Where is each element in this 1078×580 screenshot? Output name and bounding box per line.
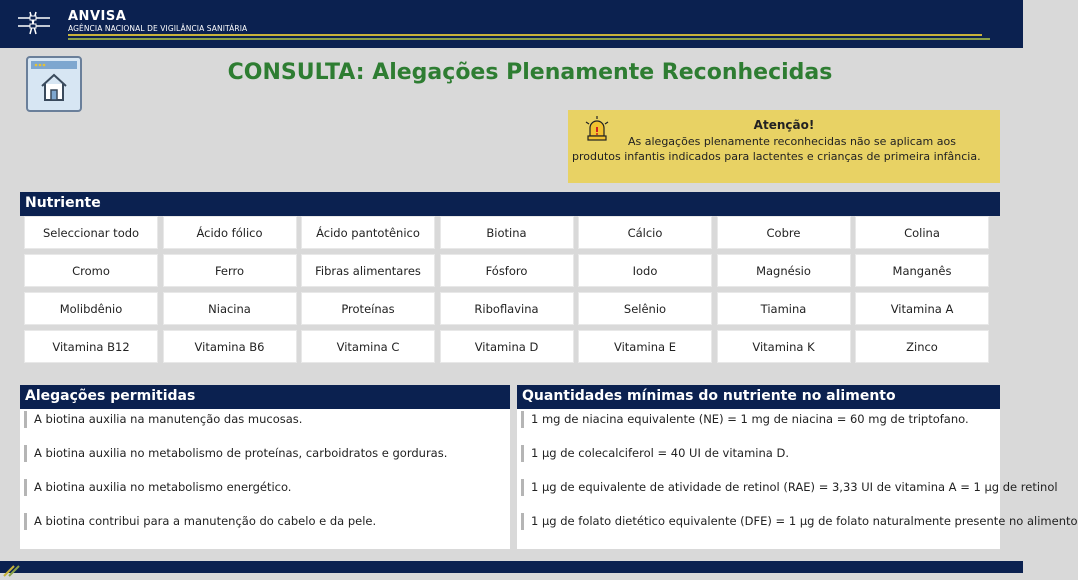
nutrient-option[interactable]: Biotina — [440, 216, 574, 249]
nutrient-option[interactable]: Fibras alimentares — [301, 254, 435, 287]
list-item[interactable] — [517, 511, 1078, 533]
bottom-bar — [0, 561, 1023, 573]
row-marker — [24, 445, 27, 462]
list-item-text: 1 mg de niacina equivalente (NE) = 1 mg de niacina = 60 mg de triptofano. — [531, 412, 969, 426]
nutrient-option[interactable]: Ácido pantotênico — [301, 216, 435, 249]
nutrient-option[interactable]: Molibdênio — [24, 292, 158, 325]
nutrient-option[interactable]: Riboflavina — [440, 292, 574, 325]
row-marker — [24, 513, 27, 530]
page-title: CONSULTA: Alegações Plenamente Reconhecidas — [227, 60, 833, 85]
nutrient-option[interactable]: Iodo — [578, 254, 712, 287]
row-marker — [521, 479, 524, 496]
org-name: ANVISA — [68, 9, 127, 24]
nutrient-option[interactable]: Vitamina K — [717, 330, 851, 363]
nutrient-option[interactable]: Cobre — [717, 216, 851, 249]
nutrient-option[interactable]: Vitamina C — [301, 330, 435, 363]
row-marker — [521, 445, 524, 462]
org-full-name: AGÊNCIA NACIONAL DE VIGILÂNCIA SANITÁRIA — [68, 24, 248, 33]
header-accent-line-2 — [68, 38, 990, 40]
nutrient-option[interactable]: Ácido fólico — [163, 216, 297, 249]
nutrient-option[interactable]: Vitamina D — [440, 330, 574, 363]
nutrient-slicer — [24, 216, 992, 364]
nutrient-option[interactable]: Vitamina E — [578, 330, 712, 363]
quantities-header: Quantidades mínimas do nutriente no alimento — [517, 385, 1000, 409]
row-marker — [521, 513, 524, 530]
list-item[interactable] — [517, 477, 1058, 499]
top-bar — [0, 0, 1023, 48]
nutrient-option[interactable]: Tiamina — [717, 292, 851, 325]
attention-title: Atenção! — [753, 118, 815, 132]
nutrient-option[interactable]: Seleccionar todo — [24, 216, 158, 249]
list-item-text: A biotina auxilia no metabolismo energético. — [34, 480, 292, 494]
nutrient-option[interactable]: Vitamina B12 — [24, 330, 158, 363]
nutrient-header: Nutriente — [20, 192, 1000, 216]
nutrient-option[interactable]: Cálcio — [578, 216, 712, 249]
anvisa-logo-icon — [16, 10, 52, 36]
corner-stripes-icon — [0, 564, 24, 576]
nutrient-option[interactable]: Cromo — [24, 254, 158, 287]
header-accent-line — [68, 34, 982, 36]
row-marker — [521, 411, 524, 428]
list-item-text: 1 µg de equivalente de atividade de retinol (RAE) = 3,33 UI de vitamina A = 1 µg de retinol — [531, 480, 1058, 494]
nutrient-option[interactable]: Zinco — [855, 330, 989, 363]
nutrient-option[interactable]: Colina — [855, 216, 989, 249]
list-item-text: A biotina auxilia no metabolismo de proteínas, carboidratos e gorduras. — [34, 446, 448, 460]
claims-list[interactable] — [20, 409, 510, 549]
nutrient-option[interactable]: Magnésio — [717, 254, 851, 287]
list-item-text: 1 µg de colecalciferol = 40 UI de vitamina D. — [531, 446, 790, 460]
claims-header: Alegações permitidas — [20, 385, 510, 409]
attention-box — [568, 110, 1000, 183]
list-item[interactable] — [517, 443, 1000, 465]
quantities-list[interactable] — [517, 409, 1078, 549]
list-item-text: A biotina contribui para a manutenção do cabelo e da pele. — [34, 514, 377, 528]
nutrient-option[interactable]: Niacina — [163, 292, 297, 325]
list-item[interactable] — [20, 443, 510, 465]
list-item-text: A biotina auxilia na manutenção das mucosas. — [34, 412, 303, 426]
nutrient-option[interactable]: Vitamina B6 — [163, 330, 297, 363]
list-item[interactable] — [20, 511, 510, 533]
list-item[interactable] — [20, 477, 510, 499]
nutrient-option[interactable]: Vitamina A — [855, 292, 989, 325]
nutrient-option[interactable]: Proteínas — [301, 292, 435, 325]
nutrient-option[interactable]: Manganês — [855, 254, 989, 287]
attention-text: As alegações plenamente reconhecidas não se aplicam aos produtos infantis indicados para lactentes e crianças de primeira infância. — [572, 135, 981, 163]
list-item[interactable] — [517, 409, 1000, 431]
row-marker — [24, 479, 27, 496]
row-marker — [24, 411, 27, 428]
list-item[interactable] — [20, 409, 510, 431]
list-item-text: 1 µg de folato dietético equivalente (DFE) = 1 µg de folato naturalmente presente no alimento — [531, 514, 1078, 528]
nutrient-option[interactable]: Fósforo — [440, 254, 574, 287]
nutrient-option[interactable]: Selênio — [578, 292, 712, 325]
nutrient-option[interactable]: Ferro — [163, 254, 297, 287]
